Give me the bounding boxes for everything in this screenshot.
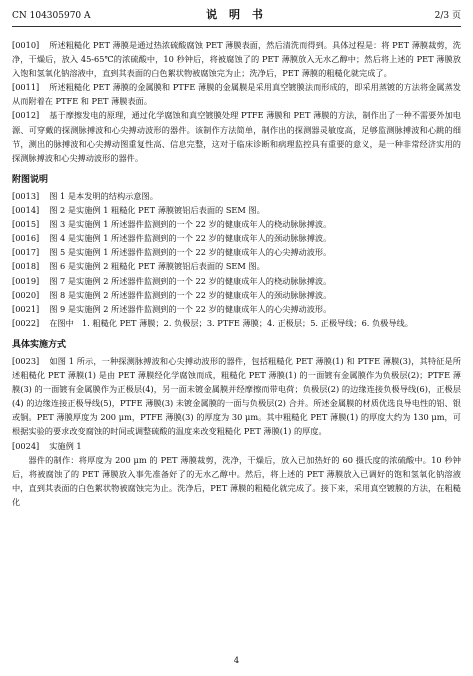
paragraph-number: [0024] — [12, 440, 40, 451]
page-counter: 2/3 页 — [434, 11, 461, 21]
figure-item — [12, 302, 461, 316]
paragraph-number: [0021] — [12, 303, 40, 314]
paragraph-0012 — [12, 108, 461, 164]
paragraph-number: [0011] — [12, 82, 40, 93]
paragraph-number: [0022] — [12, 317, 40, 328]
paragraph-text: 基于摩擦发电的原理，通过化学腐蚀和真空镀膜处理 PTFE 薄膜和 PET 薄膜的方法，制作出了一种不需要外加电源、可穿戴的探测脉搏波和心尖搏动波形的器件。该制作方法简单，制作出的探测器灵敏度高，足够监测脉搏波和心跳的细节，测出的脉搏波和心尖搏动图重复性高、信息完整，这对于临床诊断和病理监控具有重要的意义，是一种非常经济实用的探测脉搏波和心尖搏动波形的器件。 — [12, 110, 461, 163]
paragraph-number: [0014] — [12, 205, 40, 216]
paragraph-number: [0023] — [12, 355, 40, 366]
paragraph-text: 所述粗糙化 PET 薄膜的金属膜和 PTFE 薄膜的金属膜是采用真空镀膜法而形成的，即采用蒸镀的方法将金属蒸发从而附着在 PTFE 和 PET 薄膜表面。 — [12, 82, 461, 107]
document-title: 说 明 书 — [206, 8, 267, 21]
figure-description: 图 1 是本发明的结构示意图。 — [49, 190, 158, 201]
paragraph-device-fabrication: 器件的制作：将厚度为 200 μm 的 PET 薄膜裁剪，洗净，干燥后，放入已加热好的 60 摄氏度的浓硫酸中。10 秒钟后，将被腐蚀了的 PET 薄膜放入事先准备好了的无水乙醇中。然后，将上述的 PET 薄膜放入已调好的饱和氢氧化钠溶液中，直到其表面的白色絮状物被腐蚀完为止。洗净后，PET 薄膜的粗糙化就完成了。接下来，采用真空镀膜的方法，在粗糙化 — [12, 454, 461, 507]
figure-item — [12, 274, 461, 288]
paragraph-number: [0017] — [12, 247, 40, 258]
figure-item — [12, 259, 461, 273]
page-number: 4 — [233, 656, 240, 666]
paragraph-number: [0020] — [12, 289, 40, 300]
figure-item — [12, 245, 461, 259]
figure-description: 图 5 是实施例 1 所述器件监测到的一个 22 岁的健康成年人的心尖搏动波形。 — [49, 247, 332, 258]
figure-item — [12, 288, 461, 302]
figure-description: 图 9 是实施例 2 所述器件监测到的一个 22 岁的健康成年人的心尖搏动波形。 — [49, 303, 332, 314]
figure-description: 图 7 是实施例 2 所述器件监测到的一个 22 岁的健康成年人的桡动脉脉搏波。 — [49, 275, 332, 286]
paragraph-number: [0013] — [12, 190, 40, 201]
paragraph-text: 所述粗糙化 PET 薄膜是通过热浓硫酸腐蚀 PET 薄膜表面，然后清洗而得到。具体过程是：将 PET 薄膜裁剪，洗净，干燥后，放入 45-65℃的浓硫酸中，10 秒钟后，将被腐蚀了的 PET 薄膜放入无水乙醇中；然后将上述的 PET 薄膜放入饱和氢氧化钠溶液中，直到其表面的白色絮状物被腐蚀完为止；洗净后，PET 薄膜的粗糙化就完成了。 — [12, 40, 461, 79]
paragraph-number: [0010] — [12, 40, 40, 50]
paragraph-0022 — [12, 316, 461, 330]
figure-item — [12, 189, 461, 203]
document-body — [12, 38, 461, 509]
section-heading-figures: 附图说明 — [12, 174, 49, 185]
figure-item — [12, 231, 461, 245]
figure-item — [12, 217, 461, 231]
section-heading-implementation: 具体实施方式 — [12, 339, 67, 350]
paragraph-number: [0019] — [12, 275, 40, 286]
paragraph-0010 — [12, 38, 461, 80]
paragraph-number: [0012] — [12, 110, 40, 121]
paragraph-number: [0015] — [12, 219, 40, 230]
figure-legend-text: 在图中 1. 粗糙化 PET 薄膜；2. 负极层；3. PTFE 薄膜；4. 正极层；5. 正极导线；6. 负极导线。 — [49, 317, 413, 328]
paragraph-0024 — [12, 439, 461, 453]
paragraph-text: 如图 1 所示，一种探测脉搏波和心尖搏动波形的器件，包括粗糙化 PET 薄膜(1) 和 PTFE 薄膜(3)，其特征是所述粗糙化 PET 薄膜(1) 是由 PET 薄膜经化学腐蚀而成，粗糙化 PET 薄膜(1) 的一面镀有金属膜作为负极层(2)；PTFE 薄膜(3) 的一面镀有金属膜作为正极层(4)，另一面未镀金属膜并经摩擦而带电荷；负极层(2) 的边缘连接负极导线(6)，正极层(4) 的边缘连接正极导线(5)，PTFE 薄膜(3) 未镀金属膜的一面与负极层(2) 合并。所述金属膜的材质优选良导电性的铝、银或铜。PET 薄膜厚度为 200 μm，PTFE 薄膜(3) 的厚度为 30 μm。其中粗糙化 PET 薄膜(1) 的厚度大约为 130 μm，可根据实验的要求改变腐蚀的时间或调整硫酸的温度来改变粗糙化 PET 薄膜(1) 的厚度。 — [12, 355, 461, 437]
figure-description: 图 8 是实施例 2 所述器件监测到的一个 22 岁的健康成年人的颈动脉脉搏波。 — [49, 289, 332, 300]
figure-description: 图 6 是实施例 2 粗糙化 PET 薄膜镀铝后表面的 SEM 图。 — [49, 261, 265, 272]
header-divider — [12, 26, 461, 27]
paragraph-0023 — [12, 354, 461, 439]
figure-description: 图 2 是实施例 1 粗糙化 PET 薄膜镀铝后表面的 SEM 图。 — [49, 205, 265, 216]
figure-item — [12, 203, 461, 217]
figure-description: 图 3 是实施例 1 所述器件监测到的一个 22 岁的健康成年人的桡动脉脉搏波。 — [49, 219, 332, 230]
paragraph-number: [0018] — [12, 261, 40, 272]
paragraph-0011 — [12, 80, 461, 108]
example-title: 实施例 1 — [49, 440, 82, 451]
paragraph-number: [0016] — [12, 233, 40, 244]
patent-number: CN 104305970 A — [12, 11, 91, 21]
figure-description: 图 4 是实施例 1 所述器件监测到的一个 22 岁的健康成年人的颈动脉脉搏波。 — [49, 233, 332, 244]
